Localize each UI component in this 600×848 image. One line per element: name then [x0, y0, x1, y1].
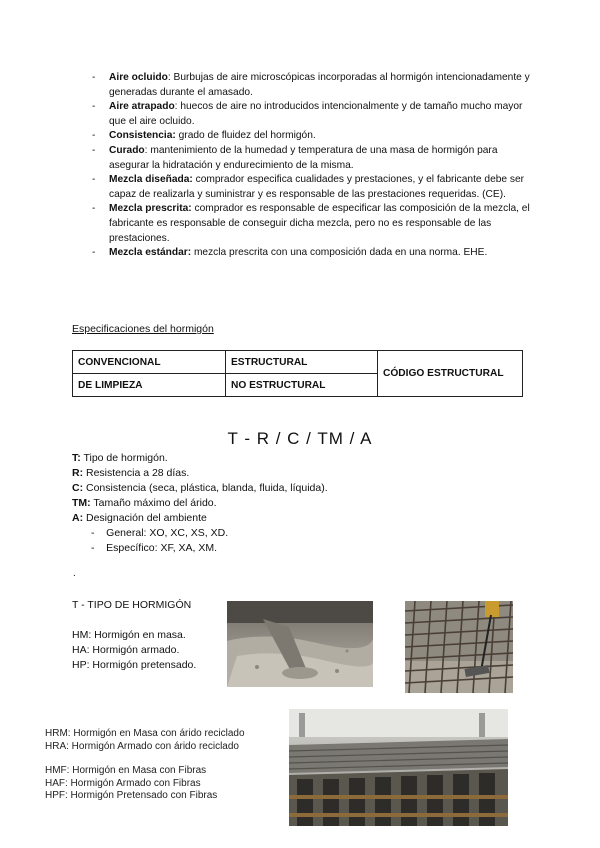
definition-term: Consistencia: [109, 130, 176, 142]
definition-term: Curado [109, 144, 145, 156]
definition-term: Aire ocluido [109, 72, 168, 83]
list-item: HRA: Hormigón Armado con árido reciclado [45, 740, 239, 752]
list-item: HRM: Hormigón en Masa con árido reciclado [45, 728, 245, 739]
definition-text: mezcla prescrita con una composición dada en una norma. EHE. [191, 247, 488, 259]
definition-text: comprador es responsable de especificar las composición de la mezcla, el fabricante es responsable de conseguir dicha mezcla, pero no es responsable de las prestaciones. [109, 203, 530, 244]
tipo-item: HM: Hormigón en masa. [72, 629, 186, 641]
definition-text: grado de fluidez del hormigón. [175, 130, 316, 142]
definition-term: Mezcla diseñada: [109, 174, 193, 186]
definition-term: Mezcla prescrita: [109, 203, 192, 215]
rebar-mesh-photo [405, 601, 513, 693]
ambiente-item: - Específico: XF, XA, XM. [91, 542, 218, 554]
tipo-item: HP: Hormigón pretensado. [72, 659, 197, 671]
specifications-title: Especificaciones del hormigón [72, 323, 214, 335]
cell-convencional: CONVENCIONAL [73, 351, 226, 374]
legend-item: C: Consistencia (seca, plástica, blanda, fluida, líquida). [72, 482, 328, 494]
formula-legend [72, 451, 328, 556]
cell-codigo-estructural: CÓDIGO ESTRUCTURAL [378, 351, 523, 397]
definitions-list [92, 71, 532, 261]
definition-item: - Mezcla prescrita: comprador es responsable de especificar las composición de la mezcla, el fabricante es responsable de conseguir dicha mezcla, pero no es responsable de las prestaciones. [92, 203, 530, 244]
definition-text: Burbujas de aire microscópicas incorporadas al hormigón intencionadamente y generadas durante el amasado. [109, 72, 530, 98]
legend-item: R: Resistencia a 28 días. [72, 467, 190, 479]
ambiente-item: - General: XO, XC, XS, XD. [91, 527, 229, 539]
definition-term: Aire atrapado [109, 101, 175, 113]
designation-formula: T - R / C / TM / A [227, 429, 373, 448]
specifications-table [72, 350, 523, 397]
definition-item: - Mezcla estándar: mezcla prescrita con una composición dada en una norma. EHE. [92, 247, 488, 259]
list-item: HPF: Hormigón Pretensado con Fibras [45, 790, 218, 802]
legend-item: T: Tipo de hormigón. [72, 452, 168, 464]
tipo-hormigon-section [72, 598, 196, 673]
legend-item: A: Designación del ambiente [72, 512, 207, 524]
cell-limpieza: DE LIMPIEZA [73, 374, 226, 397]
definition-item: - Aire ocluido: Burbujas de aire microscópicas incorporadas al hormigón intencionadamente y generadas durante el amasado. [92, 72, 530, 98]
definition-text: comprador especifica cualidades y prestaciones, y el fabricante debe ser capaz de realizarla y suministrar y es responsable de las prestaciones requeridas. (CE). [109, 174, 525, 200]
special-concretes-list [45, 728, 245, 803]
definition-text: mantenimiento de la humedad y temperatura de una masa de hormigón para asegurar la hidratación y endurecimiento de la misma. [109, 144, 498, 171]
cell-no-estructural: NO ESTRUCTURAL [226, 374, 378, 397]
definition-item: - Aire atrapado: huecos de aire no introducidos intencionalmente y de tamaño mucho mayor que el aire ocluido. [92, 101, 523, 127]
tipo-item: HA: Hormigón armado. [72, 644, 180, 656]
concrete-pour-photo [227, 601, 373, 687]
stray-dot: . [73, 568, 76, 579]
list-item: HAF: Hormigón Armado con Fibras [45, 777, 201, 789]
tipo-heading: T - TIPO DE HORMIGÓN [72, 599, 192, 611]
table-row [73, 351, 523, 374]
legend-item: TM: Tamaño máximo del árido. [72, 497, 217, 509]
list-item: HMF: Hormigón en Masa con Fibras [45, 765, 207, 777]
cell-estructural: ESTRUCTURAL [226, 351, 378, 374]
definition-text: huecos de aire no introducidos intencionalmente y de tamaño mucho mayor que el aire ocluido. [109, 101, 523, 127]
definition-term: Mezcla estándar: [109, 247, 192, 259]
definition-item: - Curado: mantenimiento de la humedad y temperatura de una masa de hormigón para asegurar la hidratación y endurecimiento de la misma. [92, 144, 498, 171]
precast-slabs-photo [289, 709, 508, 826]
definition-item: - Mezcla diseñada: comprador especifica cualidades y prestaciones, y el fabricante debe ser capaz de realizarla y suministrar y es responsable de las prestaciones requeridas. (CE). [92, 174, 525, 200]
definition-item: - Consistencia: grado de fluidez del hormigón. [92, 130, 316, 142]
